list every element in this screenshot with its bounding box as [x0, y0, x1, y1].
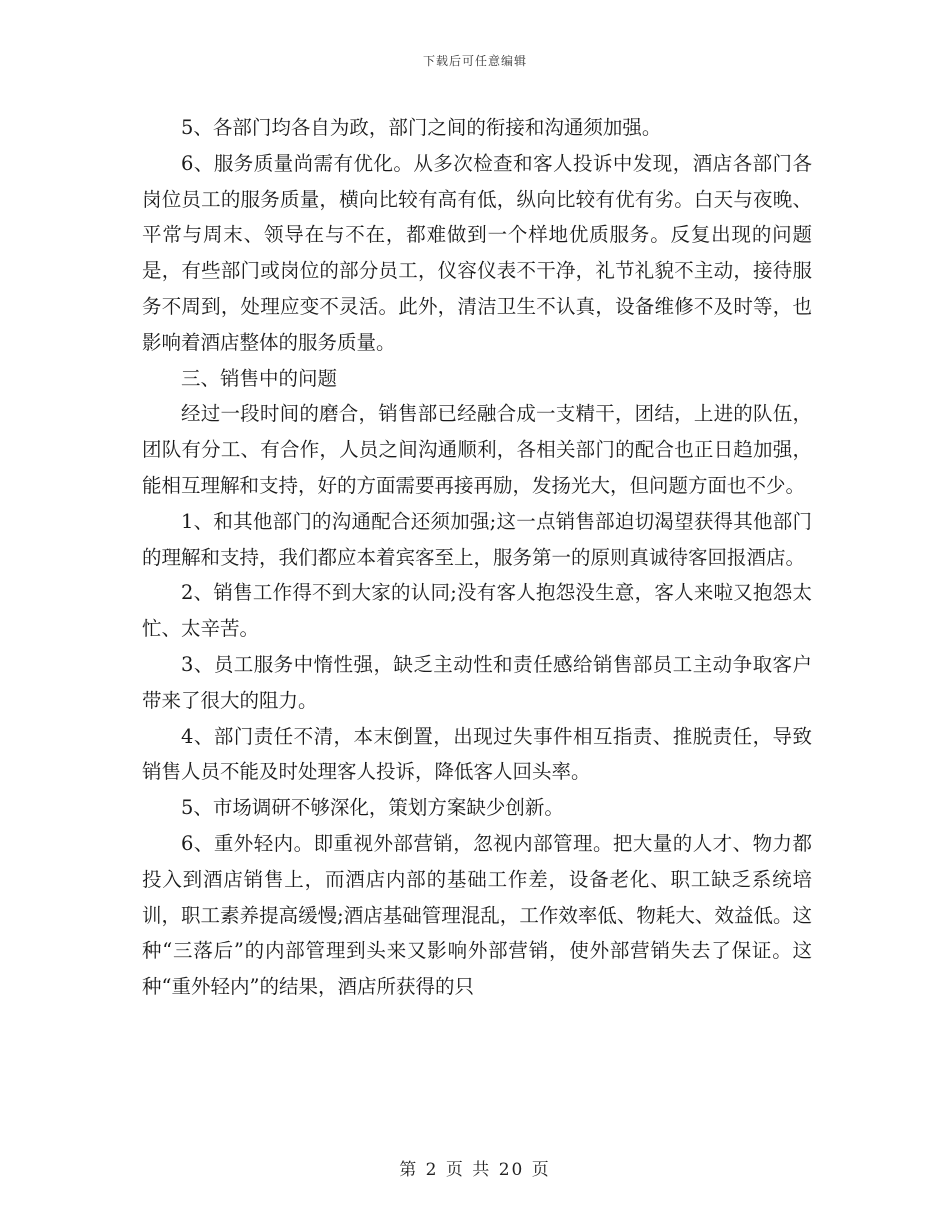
page-number-footer: 第 2 页 共 20 页	[399, 1160, 551, 1180]
section-heading: 三、销售中的问题	[181, 366, 338, 390]
paragraph: 2、销售工作得不到大家的认同;没有客人抱怨没生意，客人来啦又抱怨太忙、太辛苦。	[142, 581, 812, 641]
paragraph: 4、部门责任不清，本末倒置，出现过失事件相互指责、推脱责任，导致销售人员不能及时处理客人投诉，降低客人回头率。	[142, 724, 812, 784]
paragraph: 1、和其他部门的沟通配合还须加强;这一点销售部迫切渴望获得其他部门的理解和支持，我们都应本着宾客至上，服务第一的原则真诚待客回报酒店。	[142, 509, 812, 569]
page-header-note: 下载后可任意编辑	[422, 54, 527, 68]
paragraph: 6、重外轻内。即重视外部营销，忽视内部管理。把大量的人才、物力都投入到酒店销售上，而酒店内部的基础工作差，设备老化、职工缺乏系统培训，职工素养提高缓慢;酒店基础管理混乱，工作效率低、物耗大、效益低。这种“三落后”的内部管理到头来又影响外部营销，使外部营销失去了保证。这种“重外轻内”的结果，酒店所获得的只	[142, 831, 812, 999]
paragraph: 5、市场调研不够深化，策划方案缺少创新。	[181, 796, 564, 820]
paragraph: 5、各部门均各自为政，部门之间的衔接和沟通须加强。	[181, 116, 662, 139]
paragraph: 6、服务质量尚需有优化。从多次检查和客人投诉中发现，酒店各部门各岗位员工的服务质量，横向比较有高有低，纵向比较有优有劣。白天与夜晚、平常与周末、领导在与不在，都难做到一个样地优质服务。反复出现的问题是，有些部门或岗位的部分员工，仪容仪表不干净，礼节礼貌不主动，接待服务不周到，处理应变不灵活。此外，清洁卫生不认真，设备维修不及时等，也影响着酒店整体的服务质量。	[142, 151, 812, 354]
document-body	[142, 110, 812, 1005]
paragraph: 3、员工服务中惰性强，缺乏主动性和责任感给销售部员工主动争取客户带来了很大的阻力。	[142, 652, 812, 712]
paragraph: 经过一段时间的磨合，销售部已经融合成一支精干，团结，上进的队伍，团队有分工、有合作，人员之间沟通顺利，各相关部门的配合也正日趋加强，能相互理解和支持，好的方面需要再接再励，发扬光大，但问题方面也不少。	[142, 402, 812, 497]
